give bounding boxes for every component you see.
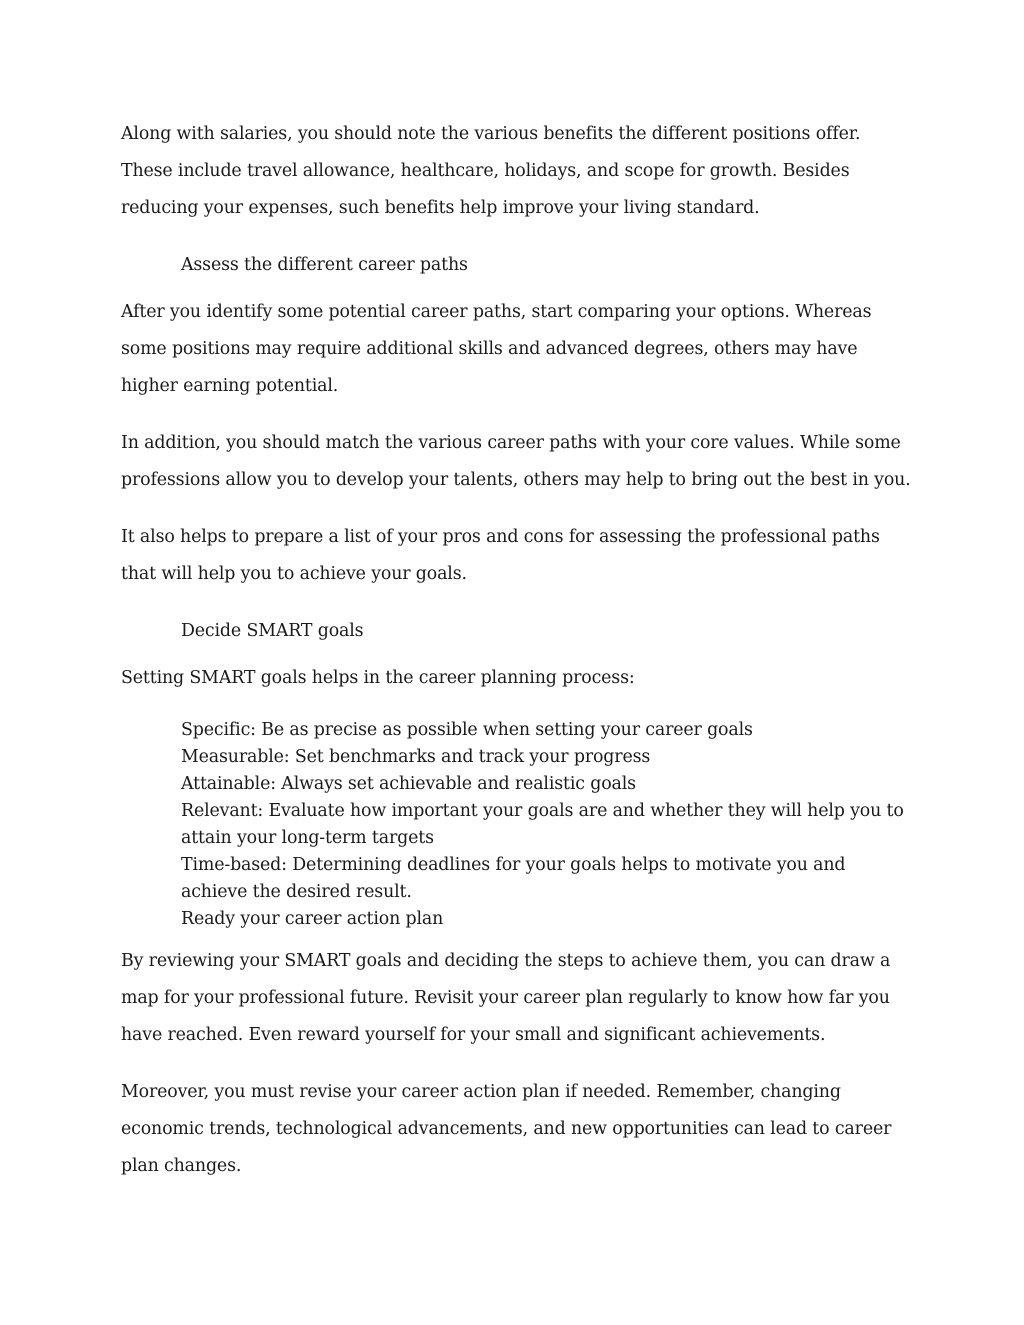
document-page — [121, 116, 911, 1185]
list-item: Measurable: Set benchmarks and track your progress — [181, 747, 651, 767]
list-item: Ready your career action plan — [181, 909, 444, 929]
list-item: Specific: Be as precise as possible when setting your career goals — [181, 720, 753, 740]
paragraph-compare-options: After you identify some potential career paths, start comparing your options. Whereas some positions may require additional skills and advanced degrees, others may have higher earning potential. — [121, 302, 872, 396]
heading-assess-career-paths: Assess the different career paths — [181, 255, 468, 275]
paragraph-smart-intro: Setting SMART goals helps in the career planning process: — [121, 668, 635, 688]
paragraph-pros-cons: It also helps to prepare a list of your pros and cons for assessing the professional paths that will help you to achieve your goals. — [121, 527, 880, 584]
smart-goals-list — [121, 717, 911, 933]
list-item: Relevant: Evaluate how important your goals are and whether they will help you to attain your long-term targets — [181, 801, 904, 848]
heading-smart-goals: Decide SMART goals — [181, 621, 364, 641]
paragraph-core-values: In addition, you should match the various career paths with your core values. While some professions allow you to develop your talents, others may help to bring out the best in you. — [121, 433, 911, 490]
paragraph-benefits: Along with salaries, you should note the various benefits the different positions offer. These include travel allowance, healthcare, holidays, and scope for growth. Besides reducing your expenses, such benefits help improve your living standard. — [121, 124, 861, 218]
list-item: Time-based: Determining deadlines for your goals helps to motivate you and achieve the desired result. — [181, 855, 846, 902]
paragraph-review-goals: By reviewing your SMART goals and deciding the steps to achieve them, you can draw a map for your professional future. Revisit your career plan regularly to know how far you have reached. Even reward yourself for your small and significant achievements. — [121, 951, 891, 1045]
paragraph-revise-plan: Moreover, you must revise your career action plan if needed. Remember, changing economic trends, technological advancements, and new opportunities can lead to career plan changes. — [121, 1082, 892, 1176]
list-item: Attainable: Always set achievable and realistic goals — [181, 774, 636, 794]
